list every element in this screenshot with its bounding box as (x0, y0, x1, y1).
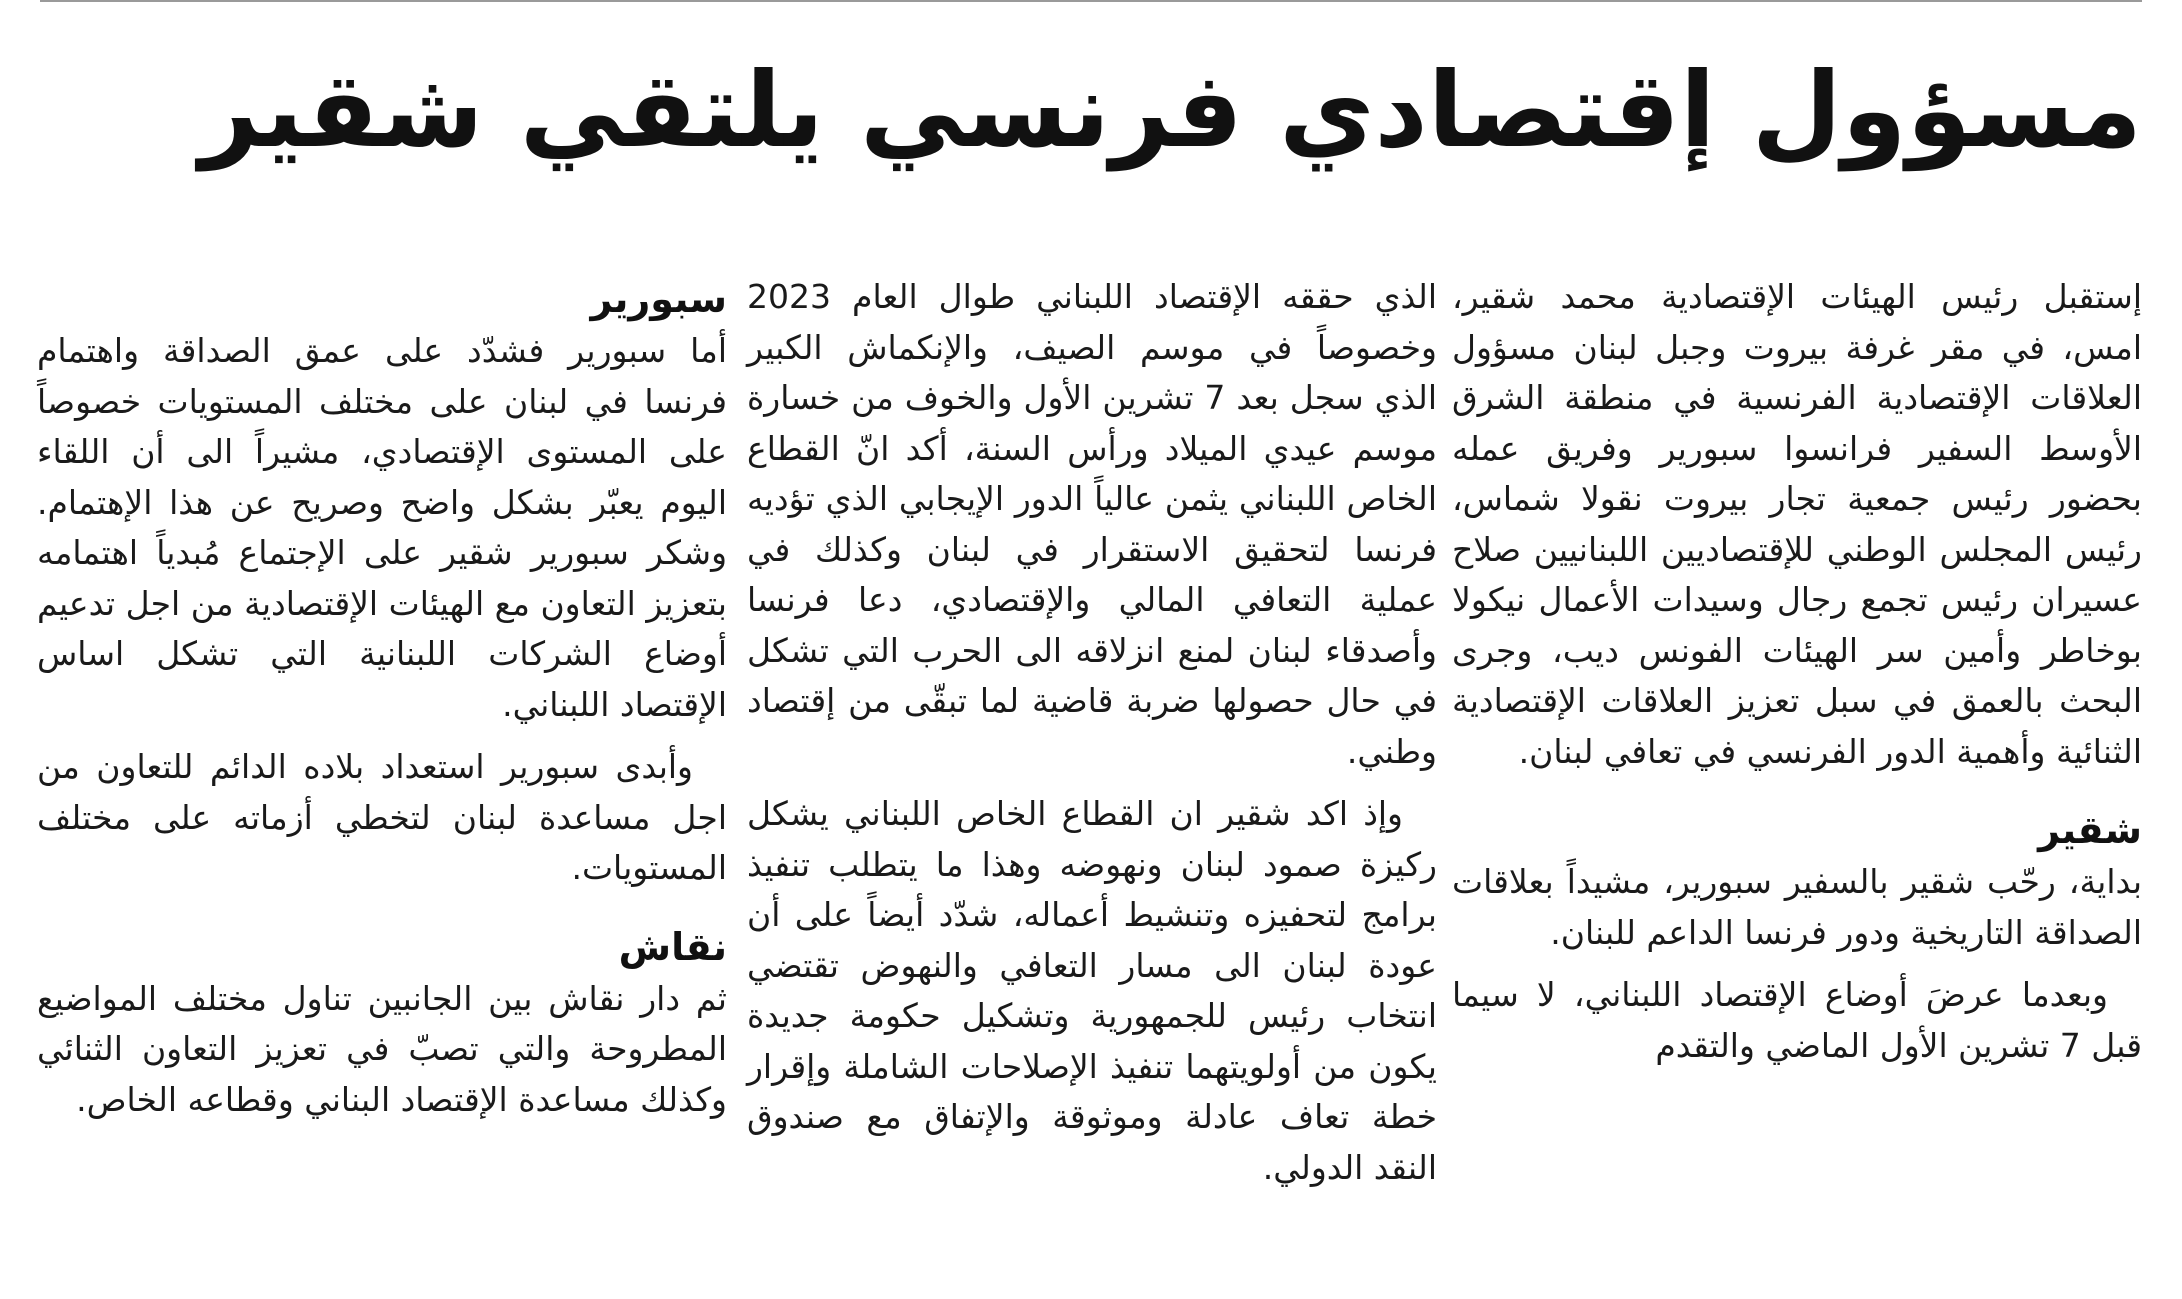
subheading-shukair: شقير (2038, 808, 2142, 852)
top-rule (40, 0, 2142, 2)
paragraph: الذي حققه الإقتصاد اللبناني طوال العام 2023 وخصوصاً في موسم الصيف، والإنكماش الكبير الذي سجل بعد 7 تشرين الأول والخوف من خسارة موسم عيدي الميلاد ورأس السنة، أكد انّ القطاع الخاص اللبناني يثمن عالياً الدور الإيجابي الذي تؤديه فرنسا لتحقيق الاستقرار في لبنان وكذلك في عملية التعافي المالي والإقتصادي، دعا فرنسا وأصدقاء لبنان لمنع انزلاقه الى الحرب التي تشكل في حال حصولها ضربة قاضية لما تبقّى من إقتصاد وطني. (747, 277, 1437, 771)
article-column-middle (747, 272, 1437, 1193)
article-column-right (1452, 272, 2142, 1071)
subheading-sporer: سبورير (590, 277, 727, 321)
paragraph: وبعدما عرضَ أوضاع الإقتصاد اللبناني، لا سيما قبل 7 تشرين الأول الماضي والتقدم (1452, 975, 2142, 1065)
paragraph: إستقبل رئيس الهيئات الإقتصادية محمد شقير، امس، في مقر غرفة بيروت وجبل لبنان مسؤول العلاقات الإقتصادية الفرنسية في منطقة الشرق الأوسط السفير فرانسوا سبورير وفريق عمله بحضور رئيس جمعية تجار بيروت نقولا شماس، رئيس المجلس الوطني للإقتصاديين اللبنانيين صلاح عسيران رئيس تجمع رجال وسيدات الأعمال نيكولا بوخاطر وأمين سر الهيئات الفونس ديب، وجرى البحث بالعمق في سبل تعزيز العلاقات الإقتصادية الثنائية وأهمية الدور الفرنسي في تعافي لبنان. (1452, 277, 2142, 771)
paragraph: وإذ اكد شقير ان القطاع الخاص اللبناني يشكل ركيزة صمود لبنان ونهوضه وهذا ما يتطلب تنفيذ برامج لتحفيزه وتنشيط أعماله، شدّد أيضاً على أن عودة لبنان الى مسار التعافي والنهوض تقتضي انتخاب رئيس للجمهورية وتشكيل حكومة جديدة يكون من أولويتهما تنفيذ الإصلاحات الشاملة وإقرار خطة تعاف عادلة وموثوقة والإتفاق مع صندوق النقد الدولي. (747, 794, 1437, 1187)
subheading-discussion: نقاش (618, 924, 727, 969)
paragraph: وأبدى سبورير استعداد بلاده الدائم للتعاون من اجل مساعدة لبنان لتخطي أزماته على مختلف المستويات. (37, 747, 727, 887)
article-column-left (37, 272, 727, 1125)
paragraph: بداية، رحّب شقير بالسفير سبورير، مشيداً بعلاقات الصداقة التاريخية ودور فرنسا الداعم للبنان. (1452, 862, 2142, 952)
headline: مسؤول إقتصادي فرنسي يلتقي شقير (199, 49, 2142, 171)
paragraph: ثم دار نقاش بين الجانبين تناول مختلف المواضيع المطروحة والتي تصبّ في تعزيز التعاون الثنائي وكذلك مساعدة الإقتصاد البناني وقطاعه الخاص. (37, 978, 727, 1119)
paragraph: أما سبورير فشدّد على عمق الصداقة واهتمام فرنسا في لبنان على مختلف المستويات خصوصاً على المستوى الإقتصادي، مشيراً الى أن اللقاء اليوم يعبّر بشكل واضح وصريح عن هذا الإهتمام. وشكر سبورير شقير على الإجتماع مُبدياً اهتمامه بتعزيز التعاون مع الهيئات الإقتصادية من اجل تدعيم أوضاع الشركات اللبنانية التي تشكل اساس الإقتصاد اللبناني. (37, 331, 727, 724)
